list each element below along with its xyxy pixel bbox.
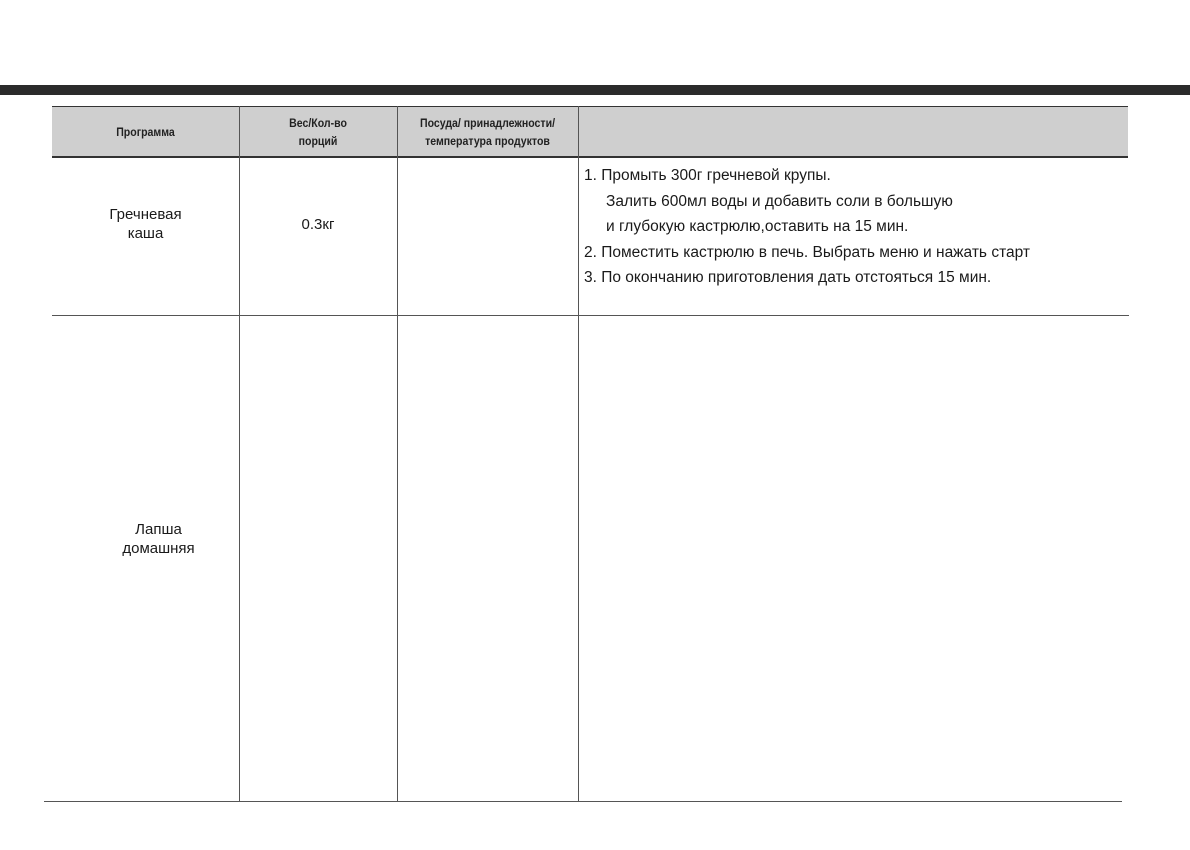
header-instructions <box>611 107 1095 156</box>
column-divider <box>578 106 579 802</box>
header-dishes: Посуда/ принадлежности/ температура продуктов <box>419 115 556 148</box>
column-divider <box>397 106 398 802</box>
column-divider <box>239 106 240 802</box>
table-bottom-border <box>44 801 1122 802</box>
header-weight: Вес/Кол-во порций <box>289 115 347 148</box>
row-instructions <box>584 163 1144 291</box>
row-divider <box>52 315 1129 316</box>
row-program-label: Лапша домашняя <box>122 521 195 557</box>
instruction-step: 3. По окончанию приготовления дать отстояться 15 мин. <box>584 269 992 286</box>
row-weight-value: 0.3кг <box>301 216 335 233</box>
instruction-step: 1. Промыть 300г гречневой крупы. Залить 600мл воды и добавить соли в большую и глубокую кастрюлю,оставить на 15 мин. <box>584 167 953 235</box>
header-program: Программа <box>116 124 175 139</box>
table-header <box>52 106 1128 158</box>
top-decorative-bar <box>0 85 1190 95</box>
row-program-label: Гречневая каша <box>109 206 182 242</box>
instruction-step: 2. Поместить кастрюлю в печь. Выбрать меню и нажать старт <box>584 243 1030 261</box>
